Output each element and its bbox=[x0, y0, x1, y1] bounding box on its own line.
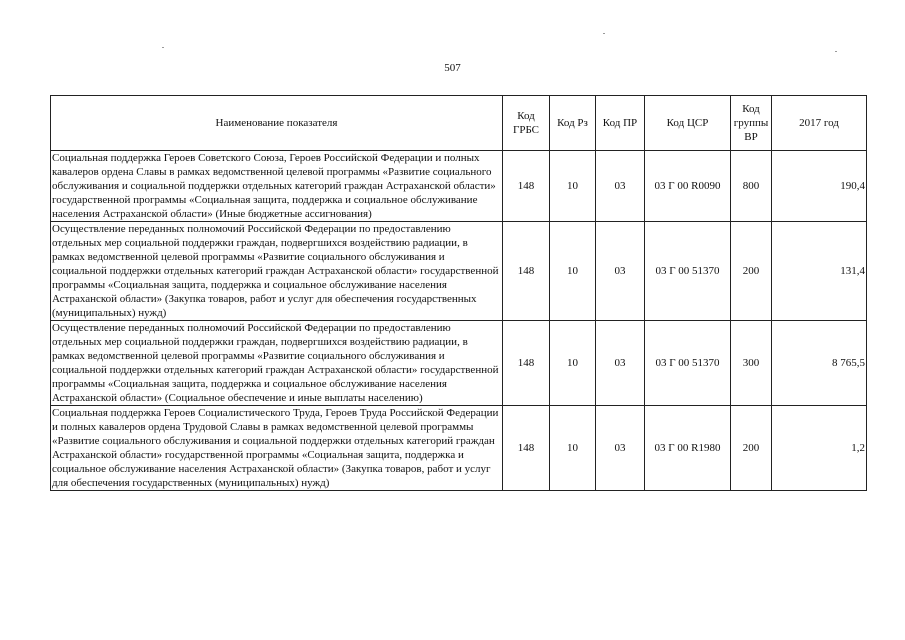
row-amount: 1,2 bbox=[772, 406, 867, 491]
row-grbs: 148 bbox=[503, 151, 550, 222]
row-name: Социальная поддержка Героев Советского Союза, Героев Российской Федерации и полных кавалеров ордена Славы в рамках ведомственной целевой программы «Развитие социального обслуживания и социальной поддержки отдельных категорий граждан Астраханской области» государственной программы «Социальная защита, поддержка и социальное обслуживание населения Астраханской области» (Иные бюджетные ассигнования) bbox=[51, 151, 503, 222]
row-pr: 03 bbox=[596, 406, 645, 491]
header-year: 2017 год bbox=[772, 96, 867, 151]
row-amount: 8 765,5 bbox=[772, 321, 867, 406]
header-pr: Код ПР bbox=[596, 96, 645, 151]
row-vr: 300 bbox=[731, 321, 772, 406]
row-amount: 190,4 bbox=[772, 151, 867, 222]
row-rz: 10 bbox=[550, 222, 596, 321]
scan-speck bbox=[835, 51, 837, 52]
row-csr: 03 Г 00 R0090 bbox=[645, 151, 731, 222]
row-name: Осуществление переданных полномочий Российской Федерации по предоставлению отдельных мер социальной поддержки граждан, подвергшихся воздействию радиации, в рамках ведомственной целевой программы «Развитие социального обслуживания и социальной поддержки отдельных категорий граждан Астраханской области» государственной программы «Социальная защита, поддержка и социальное обслуживание населения Астраханской области» (Закупка товаров, работ и услуг для обеспечения государственных (муниципальных) нужд) bbox=[51, 222, 503, 321]
header-vr: Код группы ВР bbox=[731, 96, 772, 151]
row-name: Осуществление переданных полномочий Российской Федерации по предоставлению отдельных мер социальной поддержки граждан, подвергшихся воздействию радиации, в рамках ведомственной целевой программы «Развитие социального обслуживания и социальной поддержки отдельных категорий граждан Астраханской области» государственной программы «Социальная защита, поддержка и социальное обслуживание населения Астраханской области» (Социальное обеспечение и иные выплаты населению) bbox=[51, 321, 503, 406]
row-vr: 200 bbox=[731, 222, 772, 321]
row-rz: 10 bbox=[550, 406, 596, 491]
table-row bbox=[51, 222, 867, 321]
header-grbs: Код ГРБС bbox=[503, 96, 550, 151]
table-row bbox=[51, 151, 867, 222]
header-csr: Код ЦСР bbox=[645, 96, 731, 151]
header-rz: Код Рз bbox=[550, 96, 596, 151]
header-name: Наименование показателя bbox=[51, 96, 503, 151]
row-vr: 200 bbox=[731, 406, 772, 491]
row-pr: 03 bbox=[596, 321, 645, 406]
scan-speck bbox=[162, 47, 164, 48]
table-row bbox=[51, 321, 867, 406]
row-csr: 03 Г 00 51370 bbox=[645, 222, 731, 321]
table-header-row bbox=[51, 96, 867, 151]
table-row bbox=[51, 406, 867, 491]
row-vr: 800 bbox=[731, 151, 772, 222]
row-rz: 10 bbox=[550, 151, 596, 222]
row-pr: 03 bbox=[596, 151, 645, 222]
scan-speck bbox=[603, 33, 605, 34]
row-csr: 03 Г 00 R1980 bbox=[645, 406, 731, 491]
row-amount: 131,4 bbox=[772, 222, 867, 321]
row-grbs: 148 bbox=[503, 321, 550, 406]
row-name: Социальная поддержка Героев Социалистического Труда, Героев Труда Российской Федерации и полных кавалеров ордена Трудовой Славы в рамках ведомственной целевой программы «Развитие социального обслуживания и социальной поддержки отдельных категорий граждан Астраханской области» государственной программы «Социальная защита, поддержка и социальное обслуживание населения Астраханской области» (Закупка товаров, работ и услуг для обеспечения государственных (муниципальных) нужд) bbox=[51, 406, 503, 491]
budget-table bbox=[50, 95, 867, 491]
row-grbs: 148 bbox=[503, 406, 550, 491]
row-pr: 03 bbox=[596, 222, 645, 321]
page-number: 507 bbox=[444, 62, 461, 74]
row-rz: 10 bbox=[550, 321, 596, 406]
row-grbs: 148 bbox=[503, 222, 550, 321]
row-csr: 03 Г 00 51370 bbox=[645, 321, 731, 406]
